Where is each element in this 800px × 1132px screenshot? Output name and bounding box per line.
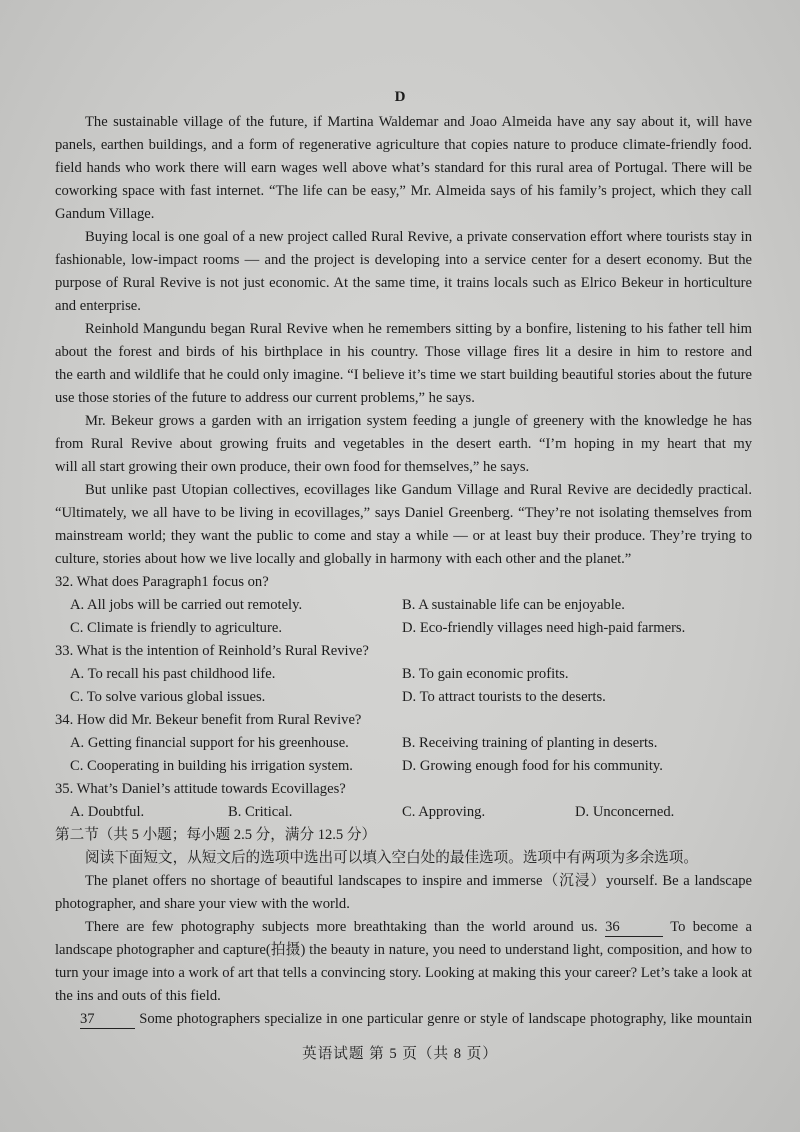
question-option[interactable]: D. Eco-friendly villages need high-paid farmers. — [402, 620, 686, 636]
passage-paragraph-5-line: “Ultimately, we all have to be living in ecovillages,” says Daniel Greenberg. “They’re not isolating themselves from — [55, 505, 752, 521]
question-options-row — [55, 801, 752, 824]
blank-36[interactable]: 36 — [605, 918, 663, 937]
passage-paragraph-2-line: and enterprise. — [55, 298, 141, 314]
cloze-paragraph-2-line: turn your image into a work of art that tells a convincing story. Looking at making this your career? Let’s take a look at — [55, 965, 752, 981]
section2-header: 第二节（共 5 小题；每小题 2.5 分，满分 12.5 分） — [55, 827, 377, 843]
question-options-row — [55, 686, 752, 709]
question-option[interactable]: A. Getting financial support for his greenhouse. — [70, 735, 349, 751]
question-option[interactable]: C. To solve various global issues. — [70, 689, 266, 705]
question-stem: 33. What is the intention of Reinhold’s Rural Revive? — [55, 643, 369, 659]
question-option[interactable]: B. Receiving training of planting in deserts. — [402, 735, 658, 751]
question-option[interactable]: C. Cooperating in building his irrigation system. — [70, 758, 353, 774]
passage-paragraph-3-line: Reinhold Mangundu began Rural Revive when he remembers sitting by a bonfire, listening to his father tell him — [85, 321, 752, 337]
passage-paragraph-1-line: coworking space with fast internet. “The life can be easy,” Mr. Almeida says of his family’s project, which they call — [55, 183, 752, 199]
question-option[interactable]: B. Critical. — [228, 804, 293, 820]
cloze-paragraph-2-line: the ins and outs of this field. — [55, 988, 221, 1004]
passage-paragraph-2-line: Buying local is one goal of a new project called Rural Revive, a private conservation effort where tourists stay in — [85, 229, 752, 245]
question-stem: 35. What’s Daniel’s attitude towards Ecovillages? — [55, 781, 346, 797]
passage-paragraph-3-line: the earth and wildlife that he could only imagine. “I believe it’s time we start building beautiful stories about the future — [55, 367, 752, 383]
passage-paragraph-3-line: about the forest and birds of his birthplace in his country. Those village fires lit a desire in him to restore and — [55, 344, 752, 360]
cloze-text: Some photographers specialize in one particular genre or style of landscape photography, like mountain — [139, 1011, 752, 1027]
question-option[interactable]: A. Doubtful. — [70, 804, 145, 820]
question-options-row — [55, 663, 752, 686]
exam-body — [55, 111, 752, 1031]
passage-paragraph-1-line: panels, earthen buildings, and a form of regenerative agriculture that copies nature to produce climate-friendly food. — [55, 137, 752, 153]
passage-paragraph-1-line: The sustainable village of the future, if Martina Waldemar and Joao Almeida have any say about it, will have — [85, 114, 752, 130]
cloze-paragraph-1-line: The planet offers no shortage of beautiful landscapes to inspire and immerse（沉浸）yourself. Be a landscape — [85, 873, 752, 889]
question-options-row — [55, 594, 752, 617]
passage-paragraph-4-line: will all start growing their own produce, their own food for themselves,” he says. — [55, 459, 530, 475]
cloze-text: To become a — [670, 919, 752, 935]
cloze-text: There are few photography subjects more breathtaking than the world around us. — [85, 919, 598, 935]
question-stem: 34. How did Mr. Bekeur benefit from Rural Revive? — [55, 712, 362, 728]
question-option[interactable]: D. To attract tourists to the deserts. — [402, 689, 606, 705]
page-footer: 英语试题 第 5 页（共 8 页） — [302, 1046, 498, 1062]
question-option[interactable]: D. Unconcerned. — [575, 804, 675, 820]
section2-instruction: 阅读下面短文，从短文后的选项中选出可以填入空白处的最佳选项。选项中有两项为多余选项。 — [85, 850, 698, 866]
question-option[interactable]: B. To gain economic profits. — [402, 666, 569, 682]
question-option[interactable]: C. Climate is friendly to agriculture. — [70, 620, 282, 636]
passage-section-title: D — [394, 89, 406, 105]
question-option[interactable]: A. All jobs will be carried out remotely. — [70, 597, 303, 613]
question-options-row — [55, 617, 752, 640]
cloze-paragraph-2-line — [55, 916, 752, 939]
passage-paragraph-2-line: fashionable, low-impact rooms — and the project is developing into a service center for a desert economy. But the — [55, 252, 752, 268]
passage-paragraph-5-line: culture, stories about how we live locally and globally in harmony with each other and the planet.” — [55, 551, 632, 567]
question-option[interactable]: B. A sustainable life can be enjoyable. — [402, 597, 625, 613]
passage-paragraph-5-line: But unlike past Utopian collectives, ecovillages like Gandum Village and Rural Revive are decidedly practical. — [85, 482, 752, 498]
passage-paragraph-2-line: purpose of Rural Revive is not just economic. At the same time, it trains locals such as Elrico Bekeur in horticulture — [55, 275, 752, 291]
question-stem: 32. What does Paragraph1 focus on? — [55, 574, 269, 590]
question-options-row — [55, 755, 752, 778]
passage-paragraph-3-line: use those stories of the future to address our current problems,” he says. — [55, 390, 475, 406]
cloze-paragraph-3-line — [55, 1008, 752, 1031]
cloze-paragraph-2-line: landscape photographer and capture(拍摄) the beauty in nature, you need to understand light, composition, and how to — [55, 942, 752, 958]
passage-paragraph-4-line: from Rural Revive about growing fruits and vegetables in the desert earth. “I’m hoping in my heart that my — [55, 436, 752, 452]
question-options-row — [55, 732, 752, 755]
question-option[interactable]: D. Growing enough food for his community. — [402, 758, 663, 774]
cloze-paragraph-1-line: photographer, and share your view with the world. — [55, 896, 350, 912]
passage-paragraph-1-line: Gandum Village. — [55, 206, 155, 222]
question-option[interactable]: A. To recall his past childhood life. — [70, 666, 276, 682]
passage-paragraph-4-line: Mr. Bekeur grows a garden with an irrigation system feeding a jungle of greenery with the knowledge he has — [85, 413, 752, 429]
blank-37[interactable]: 37 — [80, 1010, 135, 1029]
question-option[interactable]: C. Approving. — [402, 804, 486, 820]
passage-paragraph-5-line: mainstream world; they want the public to come and stay a while — or at least buy their produce. They’re trying to — [55, 528, 752, 544]
passage-paragraph-1-line: field hands who work there will earn wages well above what’s standard for this rural area of Portugal. There will be — [55, 160, 752, 176]
